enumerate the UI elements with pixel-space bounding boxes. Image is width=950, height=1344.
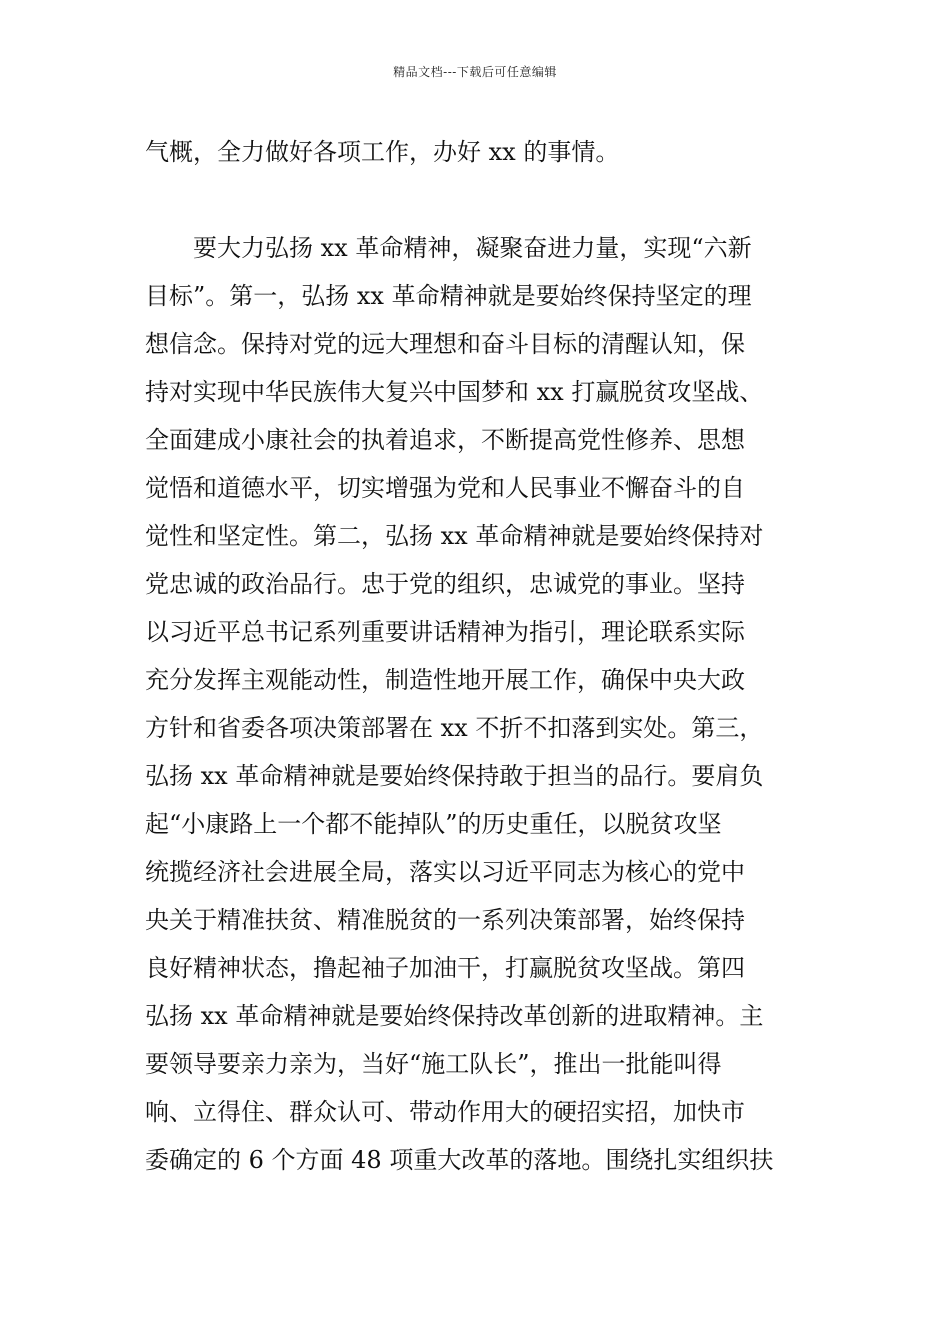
page-header: 精品文档---下载后可任意编辑: [393, 65, 557, 79]
text-line: 弘扬 xx 革命精神就是要始终保持改革创新的进取精神。主: [145, 1002, 764, 1030]
text-line: 起“小康路上一个都不能掉队”的历史重任，以脱贫攻坚: [145, 810, 722, 838]
text-line: 要领导要亲力亲为，当好“施工队长”，推出一批能叫得: [145, 1050, 722, 1078]
text-line: 觉性和坚定性。第二，弘扬 xx 革命精神就是要始终保持对: [145, 522, 764, 550]
text-line: 气概，全力做好各项工作，办好 xx 的事情。: [145, 138, 620, 166]
paragraph-1: [145, 128, 813, 176]
text-line: 委确定的 6 个方面 48 项重大改革的落地。围绕扎实组织扶: [145, 1146, 774, 1174]
text-line: 目标”。第一，弘扬 xx 革命精神就是要始终保持坚定的理: [145, 282, 752, 310]
text-line: 觉悟和道德水平，切实增强为党和人民事业不懈奋斗的自: [145, 474, 745, 502]
paragraph-2: [145, 224, 813, 1184]
text-line: 党忠诚的政治品行。忠于党的组织，忠诚党的事业。坚持: [145, 570, 745, 598]
text-line: 弘扬 xx 革命精神就是要始终保持敢于担当的品行。要肩负: [145, 762, 764, 790]
text-line: 持对实现中华民族伟大复兴中国梦和 xx 打赢脱贫攻坚战、: [145, 378, 764, 406]
text-line: 方针和省委各项决策部署在 xx 不折不扣落到实处。第三，: [145, 714, 764, 742]
text-line: 良好精神状态，撸起袖子加油干，打赢脱贫攻坚战。第四: [145, 954, 745, 982]
document-body: [145, 128, 813, 1184]
text-line: 以习近平总书记系列重要讲话精神为指引，理论联系实际: [145, 618, 745, 646]
paragraph-gap: [145, 176, 813, 224]
text-line: 充分发挥主观能动性，制造性地开展工作，确保中央大政: [145, 666, 745, 694]
text-line: 想信念。保持对党的远大理想和奋斗目标的清醒认知，保: [145, 330, 745, 358]
text-line: 统揽经济社会进展全局，落实以习近平同志为核心的党中: [145, 858, 745, 886]
text-line: 央关于精准扶贫、精准脱贫的一系列决策部署，始终保持: [145, 906, 745, 934]
text-line: 响、立得住、群众认可、带动作用大的硬招实招，加快市: [145, 1098, 745, 1126]
text-line: 全面建成小康社会的执着追求，不断提高党性修养、思想: [145, 426, 745, 454]
text-line: 要大力弘扬 xx 革命精神，凝聚奋进力量，实现“六新: [193, 234, 752, 262]
